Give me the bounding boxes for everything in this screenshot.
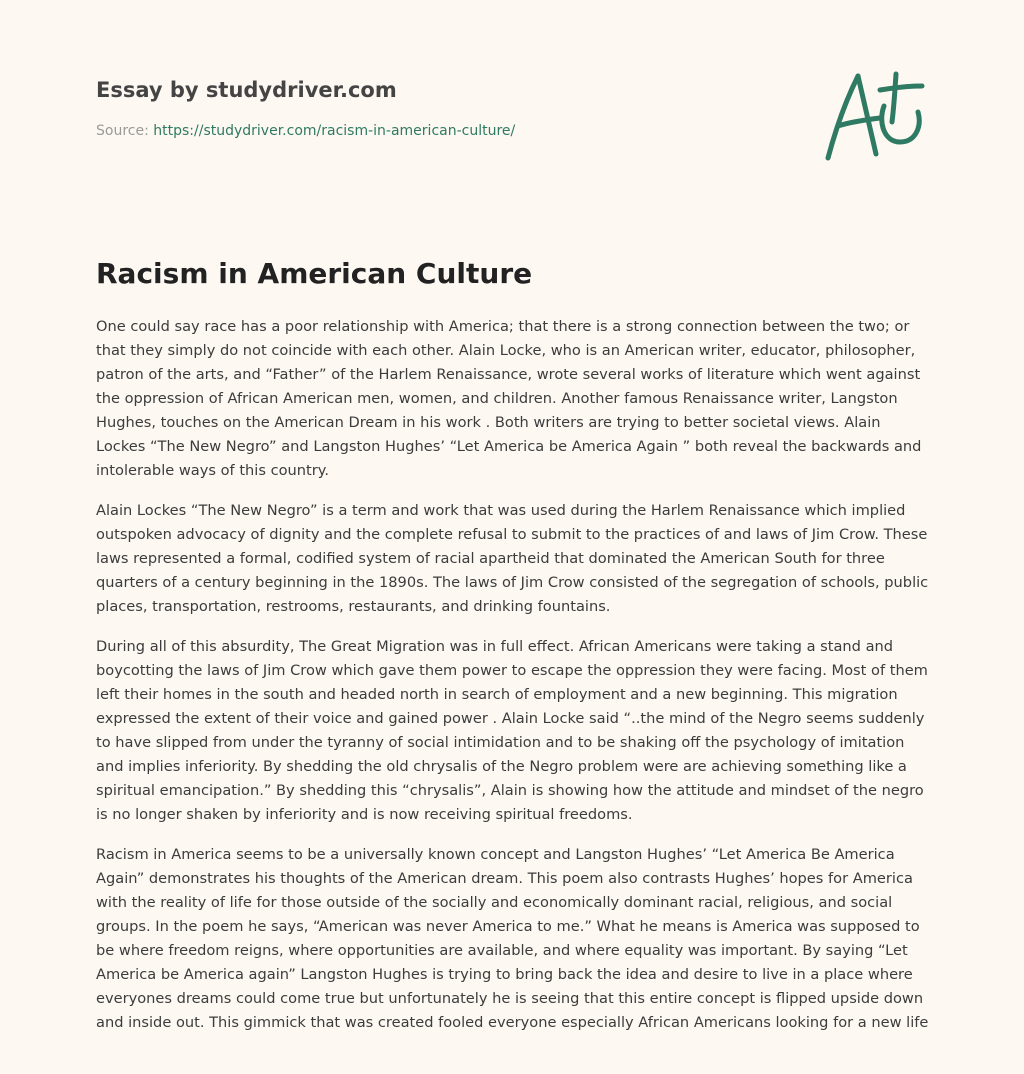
essay-body: [96, 315, 930, 1051]
essay-header: [96, 76, 796, 140]
brand-title: Essay by studydriver.com: [96, 78, 397, 102]
essay-paragraph: One could say race has a poor relationship with America; that there is a strong connection between the two; or that they simply do not coincide with each other. Alain Locke, who is an American writer, educator, philosopher, patron of the arts, and “Father” of the Harlem Renaissance, wrote several works of literature which went against the oppression of African American men, women, and children. Another famous Renaissance writer, Langston Hughes, touches on the American Dream in his work . Both writers are trying to better societal views. Alain Lockes “The New Negro” and Langston Hughes’ “Let America be America Again ” both reveal the backwards and intolerable ways of this country.: [96, 318, 922, 479]
source-label: Source:: [96, 123, 149, 139]
essay-paragraph: Alain Lockes “The New Negro” is a term and work that was used during the Harlem Renaissance which implied outspoken advocacy of dignity and the complete refusal to submit to the practices of and laws of Jim Crow. These laws represented a formal, codified system of racial apartheid that dominated the American South for three quarters of a century beginning in the 1890s. The laws of Jim Crow consisted of the segregation of schools, public places, transportation, restrooms, restaurants, and drinking fountains.: [96, 502, 929, 615]
page-title: Racism in American Culture: [96, 257, 533, 290]
source-line: [96, 122, 796, 140]
a-plus-grade-icon: [818, 66, 930, 166]
a-plus-logo-svg: [818, 66, 930, 166]
essay-paragraph: During all of this absurdity, The Great Migration was in full effect. African Americans were taking a stand and boycotting the laws of Jim Crow which gave them power to escape the oppression they were facing. Most of them left their homes in the south and headed north in search of employment and a new beginning. This migration expressed the extent of their voice and gained power . Alain Locke said “..the mind of the Negro seems suddenly to have slipped from under the tyranny of social intimidation and to be shaking off the psychology of imitation and implies inferiority. By shedding the old chrysalis of the Negro problem were are achieving something like a spiritual emancipation.” By shedding this “chrysalis”, Alain is showing how the attitude and mindset of the negro is no longer shaken by inferiority and is now receiving spiritual freedoms.: [96, 638, 928, 823]
essay-paragraph: Racism in America seems to be a universally known concept and Langston Hughes’ “Let America Be America Again” demonstrates his thoughts of the American dream. This poem also contrasts Hughes’ hopes for America with the reality of life for those outside of the socially and economically dominant racial, religious, and social groups. In the poem he says, “American was never America to me.” What he means is America was supposed to be where freedom reigns, where opportunities are available, and where equality was important. By saying “Let America be America again” Langston Hughes is trying to bring back the idea and desire to live in a place where everyones dreams could come true but unfortunately he is seeing that this entire concept is flipped upside down and inside out. This gimmick that was created fooled everyone especially African Americans looking for a new life: [96, 846, 929, 1031]
source-link[interactable]: https://studydriver.com/racism-in-american-culture/: [153, 123, 516, 139]
